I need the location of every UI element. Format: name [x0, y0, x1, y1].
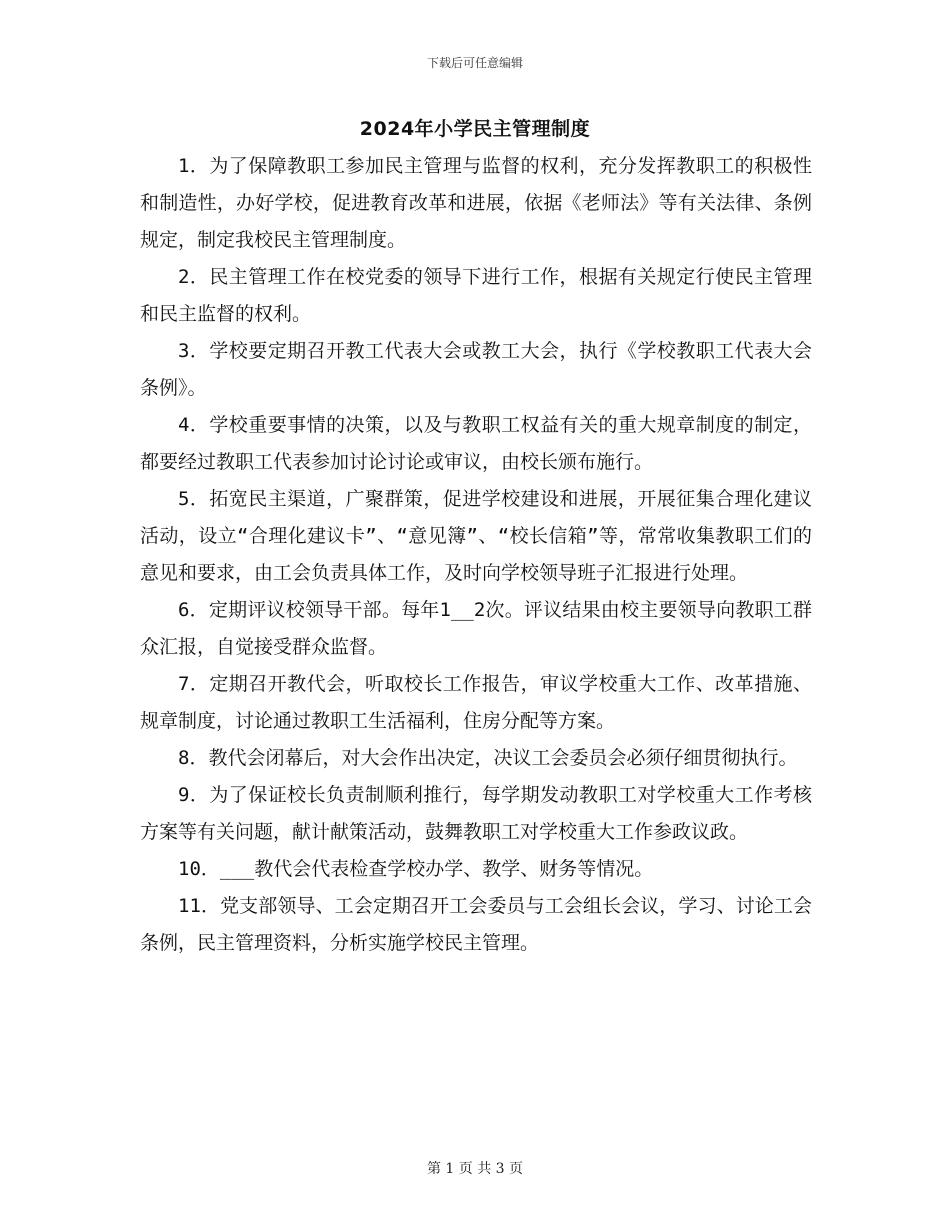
paragraph-11: 11．党支部领导、工会定期召开工会委员与工会组长会议，学习、讨论工会条例，民主管理资料，分析实施学校民主管理。 [140, 895, 812, 954]
paragraph-9: 9．为了保证校长负责制顺利推行，每学期发动教职工对学校重大工作考核方案等有关问题，献计献策活动，鼓舞教职工对学校重大工作参政议政。 [140, 784, 812, 843]
paragraph-6: 6．定期评议校领导干部。每年1__2次。评议结果由校主要领导向教职工群众汇报，自觉接受群众监督。 [140, 599, 812, 658]
paragraph-1: 1．为了保障教职工参加民主管理与监督的权利，充分发挥教职工的积极性和制造性，办好学校，促进教育改革和进展，依据《老师法》等有关法律、条例规定，制定我校民主管理制度。 [140, 155, 812, 251]
paragraph-10: 10．___教代会代表检查学校办学、教学、财务等情况。 [178, 858, 654, 880]
paragraph-3: 3．学校要定期召开教工代表大会或教工大会，执行《学校教职工代表大会条例》。 [140, 340, 812, 399]
paragraph-4: 4．学校重要事情的决策，以及与教职工权益有关的重大规章制度的制定，都要经过教职工代表参加讨论讨论或审议，由校长颁布施行。 [140, 414, 812, 473]
page-number: 第 1 页 共 3 页 [426, 1161, 524, 1177]
paragraph-2: 2．民主管理工作在校党委的领导下进行工作，根据有关规定行使民主管理和民主监督的权利。 [140, 266, 812, 325]
document-body [140, 148, 812, 962]
paragraph-5: 5．拓宽民主渠道，广聚群策，促进学校建设和进展，开展征集合理化建议活动，设立“合理化建议卡”、“意见簿”、“校长信箱”等，常常收集教职工们的意见和要求，由工会负责具体工作，及时向学校领导班子汇报进行处理。 [140, 488, 812, 584]
paragraph-7: 7．定期召开教代会，听取校长工作报告，审议学校重大工作、改革措施、规章制度，讨论通过教职工生活福利，住房分配等方案。 [140, 673, 812, 732]
paragraph-8: 8．教代会闭幕后，对大会作出决定，决议工会委员会必须仔细贯彻执行。 [178, 747, 798, 769]
header-note: 下载后可任意编辑 [426, 56, 523, 70]
document-title: 2024年小学民主管理制度 [359, 118, 591, 140]
